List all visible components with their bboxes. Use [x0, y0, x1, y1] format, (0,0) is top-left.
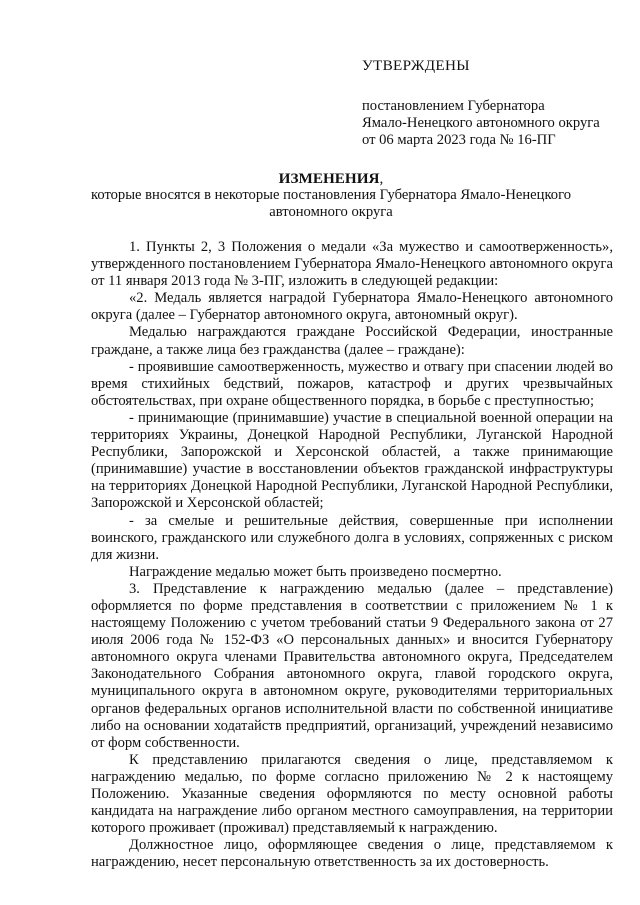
paragraph: 1. Пункты 2, 3 Положения о медали «За мужество и самоотверженность», утвержденного постановлением Губернатора Ямало-Ненецкого автономного округа от 11 января 2013 года № 3-ПГ, изложить в следующей редакции: [91, 239, 613, 290]
paragraph: - за смелые и решительные действия, совершенные при исполнении воинского, гражданского или служебного долга в условиях, сопряженных с риском для жизни. [91, 512, 613, 563]
paragraph: - принимающие (принимавшие) участие в специальной военной операции на территориях Украины, Донецкой Народной Республики, Луганской Народной Республики, Запорожской и Херсонской областей, а также принимающие (принимавшие) участие в восстановлении объектов гражданской инфраструктуры на территориях Донецкой Народной Республики, Луганской Народной Республики, Запорожской и Херсонской областей; [91, 409, 613, 512]
paragraph: - проявившие самоотверженность, мужество и отвагу при спасении людей во время стихийных бедствий, пожаров, катастроф и других чрезвычайных обстоятельствах, при охране общественного порядка, в борьбе с преступностью; [91, 358, 613, 409]
paragraph: «2. Медаль является наградой Губернатора Ямало-Ненецкого автономного округа (далее – Губернатор автономного округа, автономный округ). [91, 290, 613, 324]
approval-decree-line: постановлением Губернатора [362, 98, 545, 114]
approval-region-line: Ямало-Ненецкого автономного округа [362, 115, 600, 131]
approval-block [362, 57, 632, 149]
document-title-punct: , [379, 170, 384, 187]
paragraph: К представлению прилагаются сведения о лице, представляемом к награждению медалью, по форме согласно приложению № 2 к настоящему Положению. Указанные сведения оформляются по месту основной работы кандидата на награждение либо органом местного самоуправления, на территории которого проживает (проживал) представляемый к награждению. [91, 751, 613, 837]
approval-title: УТВЕРЖДЕНЫ [362, 57, 470, 74]
paragraph: Медалью награждаются граждане Российской Федерации, иностранные граждане, а также лица без гражданства (далее – граждане): [91, 324, 613, 358]
document-title-text: ИЗМЕНЕНИЯ [278, 170, 380, 187]
paragraph: Должностное лицо, оформляющее сведения о лице, представляемом к награждению, несет персональную ответственность за их достоверность. [91, 837, 613, 871]
document-body [91, 239, 613, 871]
document-title [90, 170, 572, 187]
approval-date-line: от 06 марта 2023 года № 16-ПГ [362, 132, 556, 148]
document-subtitle: которые вносятся в некоторые постановления Губернатора Ямало-Ненецкого автономного округа [90, 187, 572, 220]
paragraph: 3. Представление к награждению медалью (далее – представление) оформляется по форме представления в соответствии с приложением № 1 к настоящему Положению с учетом требований статьи 9 Федерального закона от 27 июля 2006 года № 152-ФЗ «О персональных данных» и вносится Губернатору автономного округа членами Правительства автономного округа, Председателем Законодательного Собрания автономного округа, главой городского округа, муниципального округа в автономном округе, руководителями территориальных органов федеральных органов исполнительной власти по собственной инициативе либо на основании ходатайств предприятий, организаций, учреждений независимо от форм собственности. [91, 580, 613, 751]
document-heading [90, 170, 572, 221]
paragraph: Награждение медалью может быть произведено посмертно. [129, 563, 502, 580]
